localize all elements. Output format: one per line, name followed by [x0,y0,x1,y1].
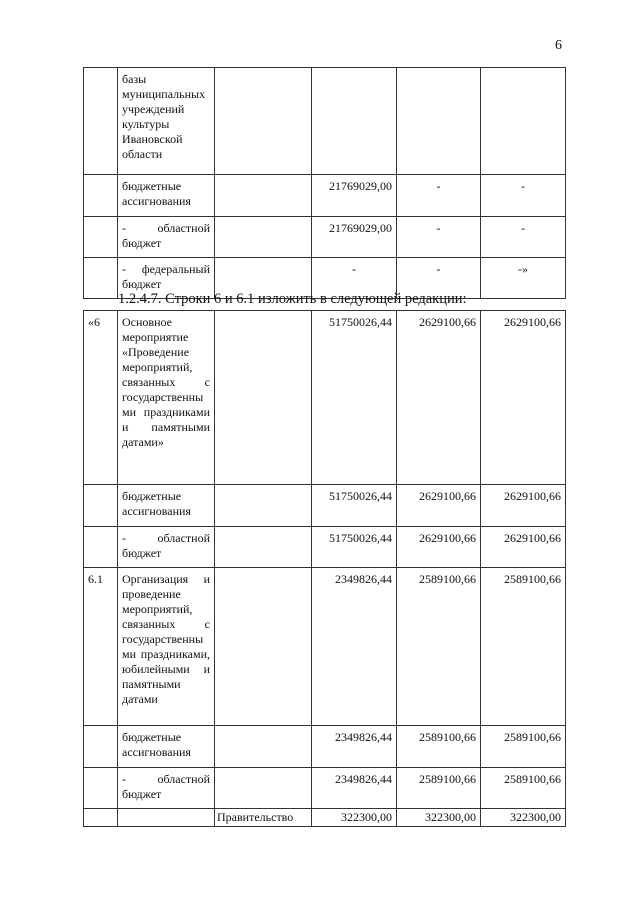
row-number-cell [84,485,118,527]
row-name-cell [118,809,215,827]
table-row [84,726,566,768]
value-cell: 322300,00 [481,809,566,827]
value-cell: 2589100,66 [481,568,566,726]
row-number-cell [84,809,118,827]
value-cell: 21769029,00 [312,217,397,258]
row-name-cell: Организация и проведение мероприятий, связанных с государственны ми праздниками, юбилейными и памятными датами [118,568,215,726]
executor-cell [215,68,312,175]
table-row [84,768,566,809]
value-cell: 2629100,66 [397,311,481,485]
value-cell: 322300,00 [312,809,397,827]
executor-cell [215,568,312,726]
row-name-cell: базы муниципальных учреждений культуры Ивановской области [118,68,215,175]
row-name-cell: бюджетные ассигнования [118,485,215,527]
value-cell: 2349826,44 [312,568,397,726]
value-cell [481,68,566,175]
table-row [84,68,566,175]
executor-cell [215,217,312,258]
row-number-cell [84,217,118,258]
row-number-cell [84,527,118,568]
value-cell: 2589100,66 [481,726,566,768]
page-number: 6 [555,38,562,53]
value-cell: 2589100,66 [397,768,481,809]
value-cell: - [481,175,566,217]
row-name-cell: - областной бюджет [118,527,215,568]
value-cell: 2589100,66 [397,568,481,726]
row-name-cell: Основное мероприятие «Проведение мероприятий, связанных с государственны ми праздниками и памятными датами» [118,311,215,485]
row-name-cell: бюджетные ассигнования [118,175,215,217]
row-number-cell [84,68,118,175]
value-cell: 51750026,44 [312,311,397,485]
executor-cell [215,527,312,568]
value-cell: - [397,175,481,217]
budget-table-continued [83,67,566,299]
executor-cell: Правительство [215,809,312,827]
value-cell: - [312,258,397,299]
row-name-cell: - федеральный бюджет [118,258,215,299]
table-row [84,217,566,258]
value-cell: 2629100,66 [481,527,566,568]
row-number-cell [84,726,118,768]
table-row [84,809,566,827]
table-row [84,311,566,485]
value-cell: 2589100,66 [481,768,566,809]
executor-cell [215,311,312,485]
value-cell [312,68,397,175]
value-cell: 2629100,66 [397,485,481,527]
value-cell: 2349826,44 [312,768,397,809]
value-cell: 322300,00 [397,809,481,827]
row-number-cell: 6.1 [84,568,118,726]
value-cell: - [397,258,481,299]
table-row [84,175,566,217]
executor-cell [215,175,312,217]
executor-cell [215,485,312,527]
table-row [84,568,566,726]
value-cell: 21769029,00 [312,175,397,217]
value-cell: - [397,217,481,258]
value-cell: 2589100,66 [397,726,481,768]
budget-table-replacement [83,310,566,827]
row-name-cell: - областной бюджет [118,768,215,809]
table-row [84,485,566,527]
row-name-cell: - областной бюджет [118,217,215,258]
row-number-cell [84,258,118,299]
row-number-cell [84,768,118,809]
value-cell: 2629100,66 [397,527,481,568]
row-number-cell: «6 [84,311,118,485]
row-number-cell [84,175,118,217]
executor-cell [215,726,312,768]
value-cell: -» [481,258,566,299]
section-heading: 1.2.4.7. Строки 6 и 6.1 изложить в следующей редакции: [118,291,467,307]
table-row [84,527,566,568]
value-cell: 2629100,66 [481,485,566,527]
row-name-cell: бюджетные ассигнования [118,726,215,768]
value-cell [397,68,481,175]
executor-cell [215,768,312,809]
value-cell: - [481,217,566,258]
value-cell: 2349826,44 [312,726,397,768]
value-cell: 2629100,66 [481,311,566,485]
value-cell: 51750026,44 [312,485,397,527]
value-cell: 51750026,44 [312,527,397,568]
